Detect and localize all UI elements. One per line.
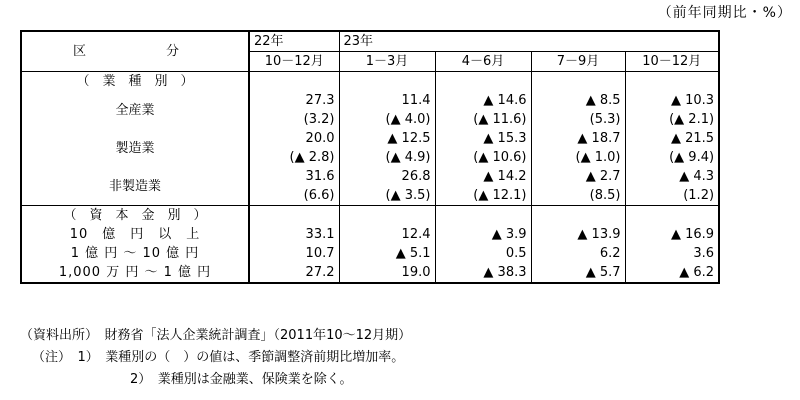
- section-industry: （ 業 種 別 ）: [21, 72, 249, 92]
- cell: (▲ 2.1): [625, 110, 719, 129]
- cell: (▲ 9.4): [625, 148, 719, 167]
- table-row: [21, 225, 719, 244]
- footnotes: [20, 325, 411, 391]
- table-row: [21, 244, 719, 263]
- cell: 0.5: [435, 244, 531, 263]
- note-1: （注） 1） 業種別の（ ）の値は、季節調整済前期比増加率。: [32, 350, 405, 365]
- cell: (5.3): [531, 110, 625, 129]
- cell: 31.6: [249, 167, 339, 186]
- cell: 10.7: [249, 244, 339, 263]
- cell: (▲ 1.0): [531, 148, 625, 167]
- cell: (▲ 2.8): [249, 148, 339, 167]
- header-division: 区 分: [21, 31, 249, 72]
- table-row: [21, 167, 719, 186]
- unit-note: （前年同期比・%）: [657, 5, 792, 21]
- cell: ▲ 2.7: [531, 167, 625, 186]
- cell: (6.6): [249, 186, 339, 206]
- cell: 12.4: [339, 225, 435, 244]
- cell: 6.2: [531, 244, 625, 263]
- cell: ▲ 3.9: [435, 225, 531, 244]
- cell: 20.0: [249, 129, 339, 148]
- cell: 11.4: [339, 91, 435, 110]
- section-capital: （ 資 本 金 別 ）: [21, 206, 249, 226]
- header-year-22: 22年: [249, 31, 339, 52]
- row-label-capital-1bn-10bn: 1 億 円 ～ 10 億 円: [21, 244, 249, 263]
- header-q-2: 1－3月: [339, 52, 435, 72]
- cell: ▲ 21.5: [625, 129, 719, 148]
- cell: (3.2): [249, 110, 339, 129]
- cell: (▲ 4.9): [339, 148, 435, 167]
- cell: ▲ 10.3: [625, 91, 719, 110]
- cell: ▲ 8.5: [531, 91, 625, 110]
- cell: 26.8: [339, 167, 435, 186]
- cell: ▲ 13.9: [531, 225, 625, 244]
- statistics-table: [20, 30, 720, 284]
- table-row: [21, 263, 719, 283]
- note-2: 2） 業種別は金融業、保険業を除く。: [130, 372, 353, 387]
- table-row: [21, 91, 719, 110]
- cell: 3.6: [625, 244, 719, 263]
- cell: (▲ 4.0): [339, 110, 435, 129]
- row-label-capital-10bn-plus: 10 億 円 以 上: [21, 225, 249, 244]
- cell: ▲ 14.2: [435, 167, 531, 186]
- cell: ▲ 5.7: [531, 263, 625, 283]
- cell: 19.0: [339, 263, 435, 283]
- cell: 27.3: [249, 91, 339, 110]
- cell: (▲ 10.6): [435, 148, 531, 167]
- cell: 27.2: [249, 263, 339, 283]
- row-label-manufacturing: 製造業: [21, 129, 249, 167]
- cell: ▲ 16.9: [625, 225, 719, 244]
- cell: (1.2): [625, 186, 719, 206]
- cell: ▲ 18.7: [531, 129, 625, 148]
- source-note: （資料出所） 財務省「法人企業統計調査」（2011年10～12月期）: [20, 328, 412, 343]
- cell: (▲ 11.6): [435, 110, 531, 129]
- cell: 33.1: [249, 225, 339, 244]
- header-q-4: 7－9月: [531, 52, 625, 72]
- cell: (8.5): [531, 186, 625, 206]
- header-year-23: 23年: [339, 31, 719, 52]
- row-label-all-industries: 全産業: [21, 91, 249, 129]
- cell: ▲ 38.3: [435, 263, 531, 283]
- row-label-non-manufacturing: 非製造業: [21, 167, 249, 206]
- cell: ▲ 14.6: [435, 91, 531, 110]
- cell: ▲ 12.5: [339, 129, 435, 148]
- header-q-1: 10－12月: [249, 52, 339, 72]
- cell: ▲ 4.3: [625, 167, 719, 186]
- cell: (▲ 3.5): [339, 186, 435, 206]
- cell: (▲ 12.1): [435, 186, 531, 206]
- cell: ▲ 15.3: [435, 129, 531, 148]
- row-label-capital-10m-1bn: 1,000 万 円 ～ 1 億 円: [21, 263, 249, 283]
- cell: ▲ 5.1: [339, 244, 435, 263]
- cell: ▲ 6.2: [625, 263, 719, 283]
- header-q-3: 4－6月: [435, 52, 531, 72]
- table-row: [21, 129, 719, 148]
- header-q-5: 10－12月: [625, 52, 719, 72]
